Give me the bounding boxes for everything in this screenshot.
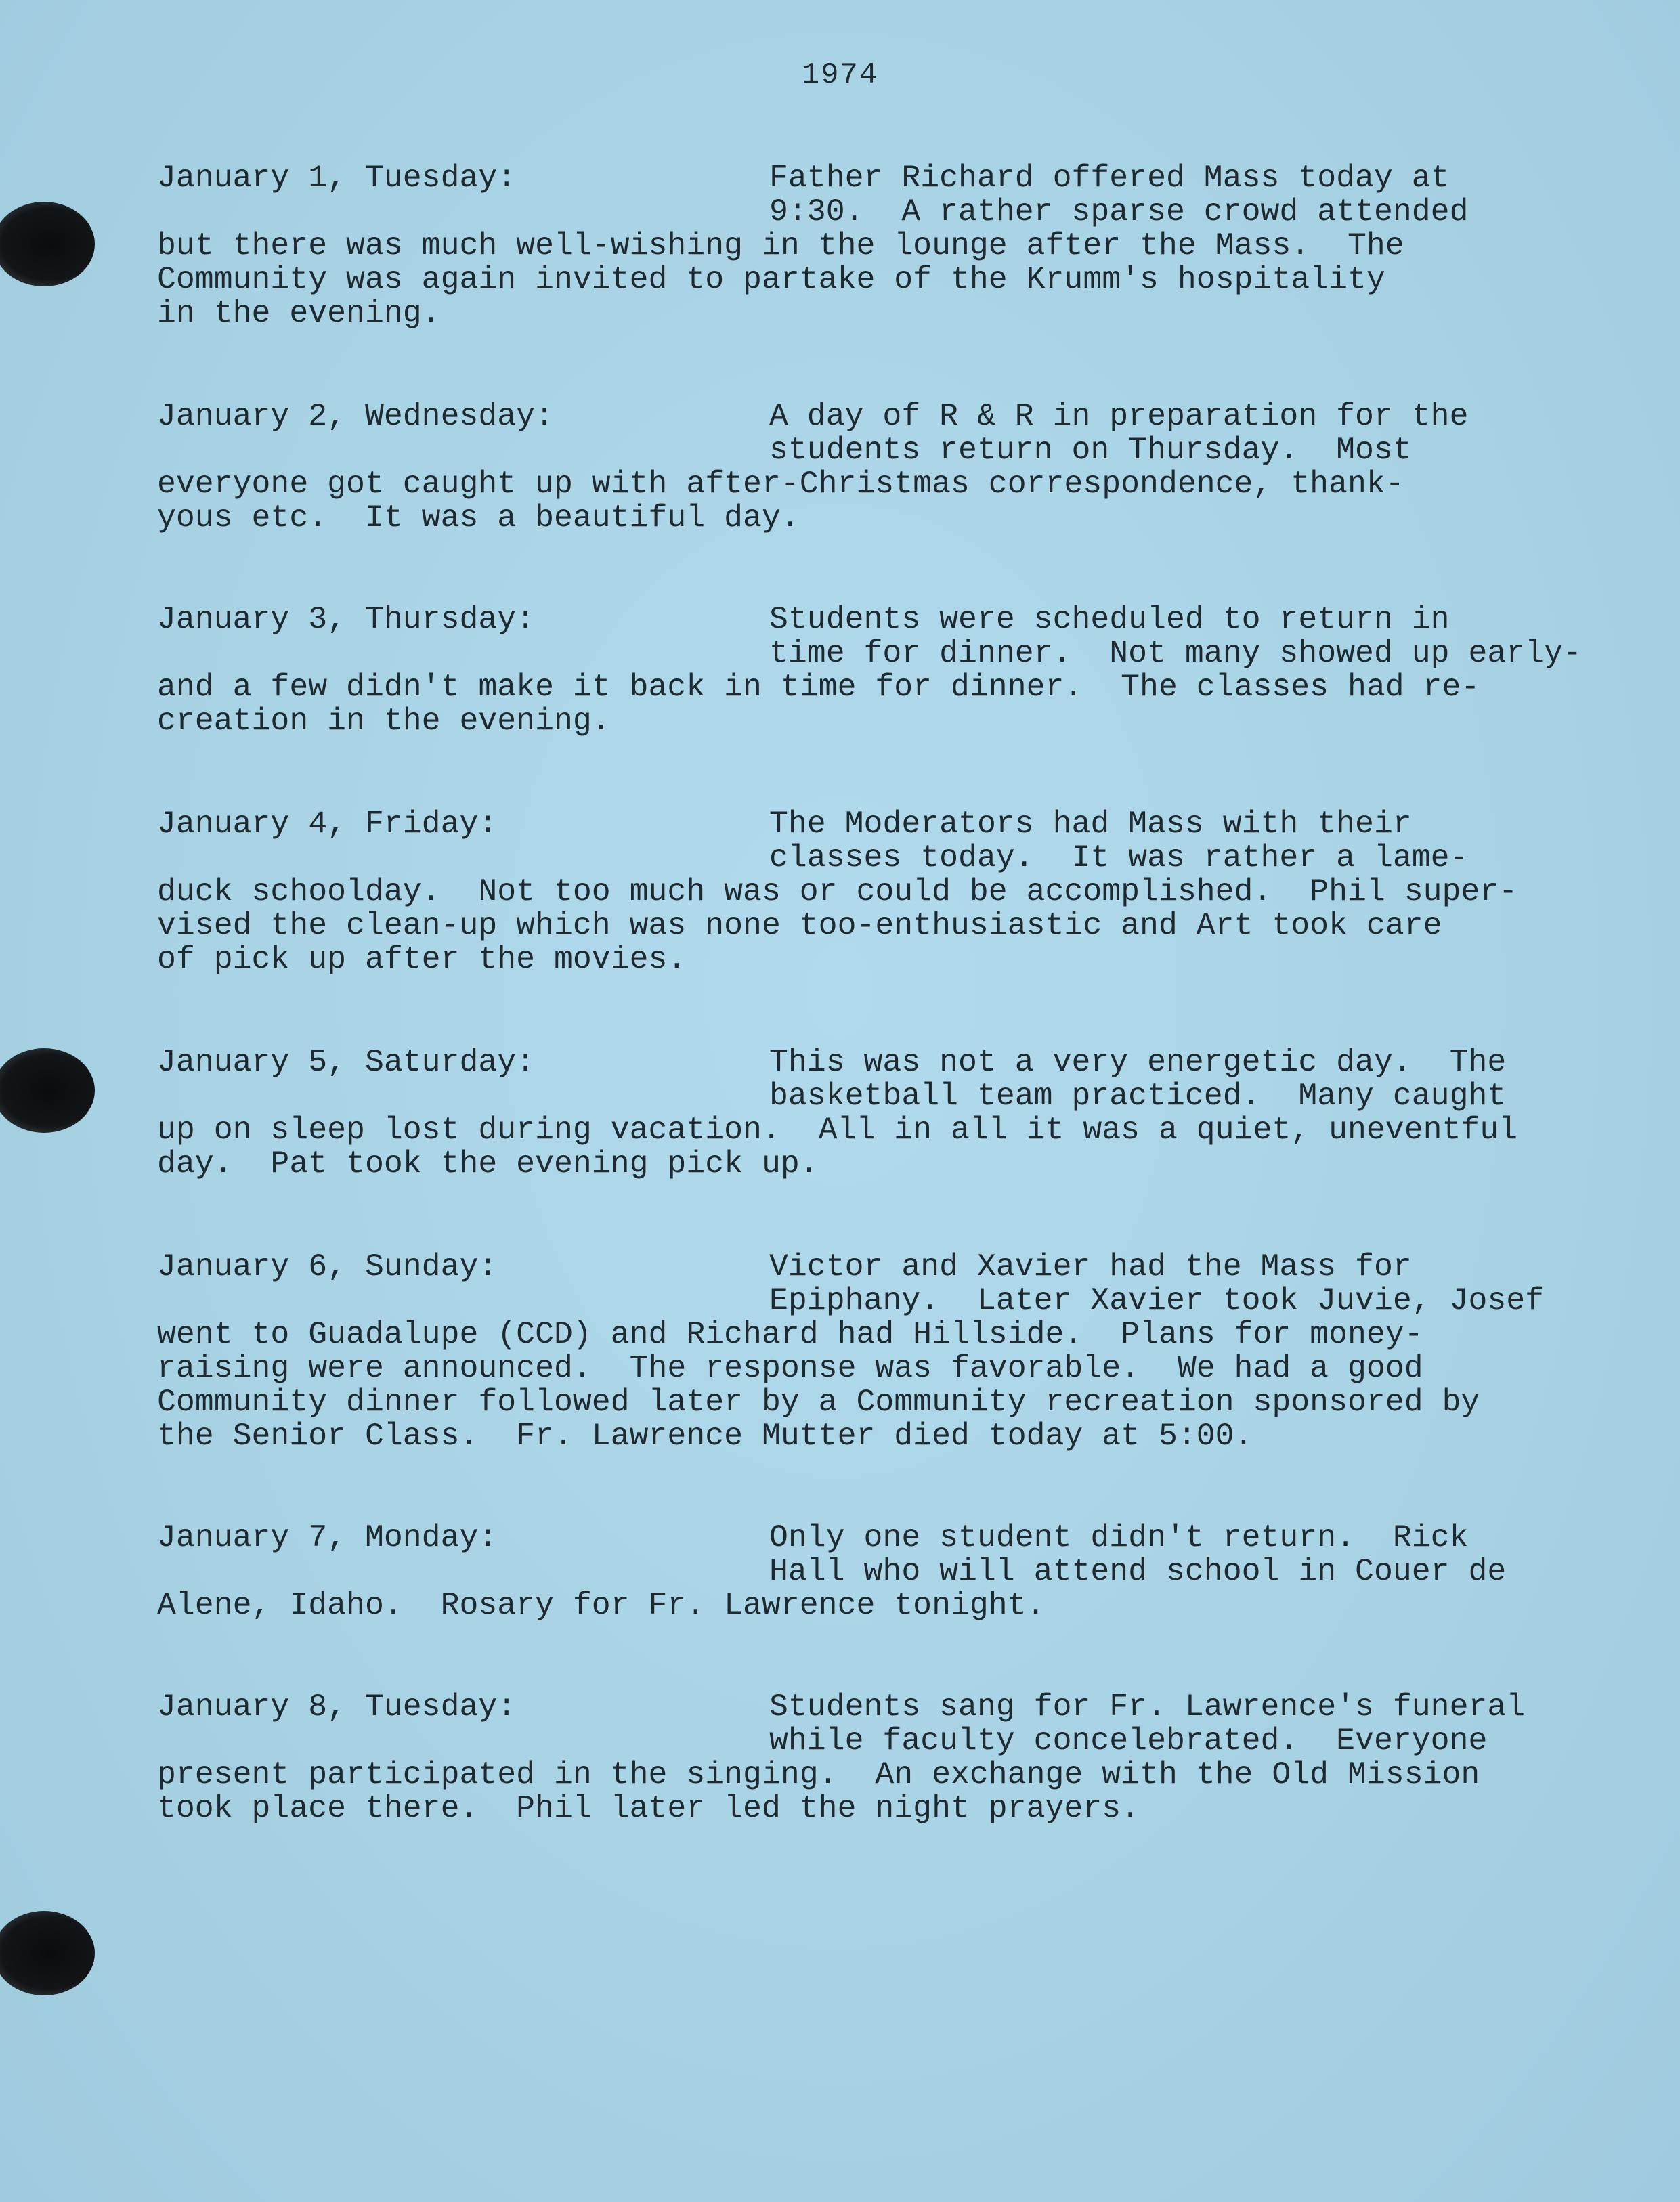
entry-header [157,400,1633,433]
diary-entry-jan-8 [157,1690,1633,1826]
entry-date: January 8, Tuesday: [157,1689,517,1725]
entry-text-line: present participated in the singing. An exchange with the Old Mission [157,1756,1480,1792]
entry-header [157,807,1633,841]
entry-text-line: Hall who will attend school in Couer de [769,1553,1507,1589]
entry-text-line: students return on Thursday. Most [769,432,1412,468]
entry-header [157,1250,1633,1284]
entry-text-line: everyone got caught up with after-Christmas correspondence, thank- [157,466,1404,502]
diary-entry-jan-4 [157,807,1633,976]
entry-text-line: Alene, Idaho. Rosary for Fr. Lawrence tonight. [157,1587,1046,1623]
diary-entry-jan-3 [157,603,1633,738]
entry-text-line: Epiphany. Later Xavier took Juvie, Josef [769,1282,1545,1318]
entry-text-line: vised the clean-up which was none too-enthusiastic and Art took care [157,907,1442,943]
entry-text-line: The Moderators had Mass with their [769,806,1412,842]
entry-date: January 6, Sunday: [157,1249,498,1284]
entry-text-line: Victor and Xavier had the Mass for [769,1249,1412,1284]
punch-hole-bottom [0,1911,95,1995]
entry-text-line: the Senior Class. Fr. Lawrence Mutter died today at 5:00. [157,1418,1253,1454]
entry-header [157,1045,1633,1079]
entry-text-line: Father Richard offered Mass today at [769,160,1450,196]
entry-text-line: Community dinner followed later by a Community recreation sponsored by [157,1384,1480,1420]
entry-text-line: yous etc. It was a beautiful day. [157,500,800,536]
entry-text-line: time for dinner. Not many showed up early- [769,635,1582,671]
entry-date: January 7, Monday: [157,1519,498,1555]
entry-text-line: This was not a very energetic day. The [769,1044,1507,1080]
entry-header [157,1690,1633,1724]
entry-text-line: of pick up after the movies. [157,941,687,977]
entry-header [157,161,1633,195]
entry-text-line: went to Guadalupe (CCD) and Richard had Hillside. Plans for money- [157,1316,1423,1352]
entry-text-line: A day of R & R in preparation for the [769,398,1469,434]
entry-text-line: and a few didn't make it back in time for dinner. The classes had re- [157,669,1480,705]
entry-date: January 1, Tuesday: [157,160,517,196]
entry-date: January 5, Saturday: [157,1044,536,1080]
entry-text-line: duck schoolday. Not too much was or could be accomplished. Phil super- [157,873,1518,909]
punch-hole-top [0,202,95,286]
entry-text-line: took place there. Phil later led the night prayers. [157,1790,1140,1826]
entry-text-line: Students were scheduled to return in [769,601,1450,637]
entry-date: January 4, Friday: [157,806,498,842]
diary-entry-jan-6 [157,1250,1633,1453]
page-title: 1974 [801,58,879,92]
entry-text-line: raising were announced. The response was favorable. We had a good [157,1350,1423,1386]
entry-text-line: day. Pat took the evening pick up. [157,1146,819,1182]
entry-text-line: classes today. It was rather a lame- [769,840,1469,876]
diary-entry-jan-5 [157,1045,1633,1181]
diary-entry-jan-7 [157,1521,1633,1622]
entry-header [157,603,1633,636]
entry-text-line: while faculty concelebrated. Everyone [769,1723,1488,1758]
entry-date: January 2, Wednesday: [157,398,554,434]
punch-hole-middle [0,1048,95,1133]
entry-text-line: creation in the evening. [157,703,611,739]
entry-text-line: up on sleep lost during vacation. All in all it was a quiet, uneventful [157,1112,1518,1148]
entry-text-line: in the evening. [157,295,441,331]
entry-date: January 3, Thursday: [157,601,536,637]
entry-text-line: Only one student didn't return. Rick [769,1519,1469,1555]
entry-text-line: Students sang for Fr. Lawrence's funeral [769,1689,1526,1725]
entry-text-line: Community was again invited to partake of the Krumm's hospitality [157,261,1385,297]
entry-text-line: but there was much well-wishing in the lounge after the Mass. The [157,228,1404,263]
diary-entry-jan-1 [157,161,1633,330]
entry-header [157,1521,1633,1555]
diary-entry-jan-2 [157,400,1633,535]
entry-text-line: 9:30. A rather sparse crowd attended [769,194,1469,230]
entry-text-line: basketball team practiced. Many caught [769,1078,1507,1114]
